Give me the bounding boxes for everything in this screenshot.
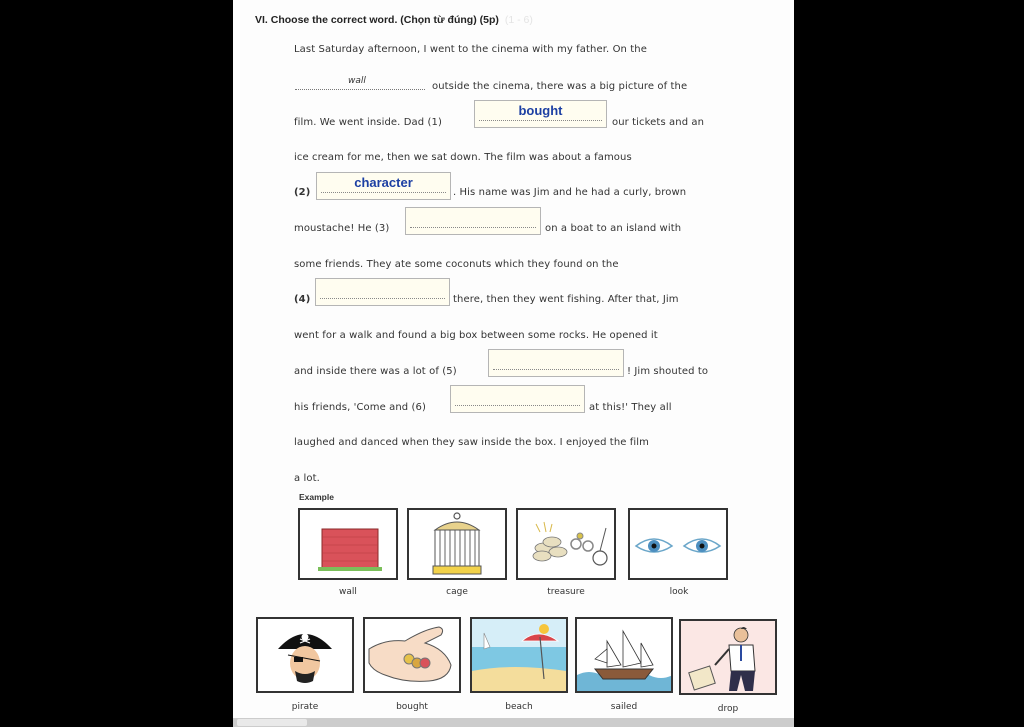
- worksheet-page: [233, 0, 794, 727]
- caption-look: look: [669, 587, 689, 597]
- caption-drop: drop: [717, 704, 739, 714]
- passage-line-12: laughed and danced when they saw inside the box. I enjoyed the film: [294, 437, 650, 448]
- example-label: Example: [299, 492, 334, 502]
- passage-line-3a: film. We went inside. Dad (1): [294, 117, 442, 128]
- picture-drop[interactable]: [679, 619, 777, 695]
- passage-line-7: some friends. They ate some coconuts which they found on the: [294, 259, 619, 270]
- caption-pirate: pirate: [291, 702, 319, 712]
- answer-1-text: bought: [518, 103, 563, 118]
- passage-line-10a: and inside there was a lot of (5): [294, 366, 457, 377]
- caption-bought: bought: [396, 702, 428, 712]
- caption-beach: beach: [505, 702, 533, 712]
- scrollbar-thumb[interactable]: [237, 719, 307, 726]
- passage-line-4: ice cream for me, then we sat down. The film was about a famous: [294, 152, 632, 163]
- passage-line-6b: on a boat to an island with: [545, 223, 682, 234]
- horizontal-scrollbar[interactable]: [233, 718, 794, 727]
- picture-sailed[interactable]: [575, 617, 673, 693]
- passage-line-5a: (2): [294, 187, 311, 198]
- answer-box-6[interactable]: [450, 385, 585, 413]
- pirate-icon: [258, 619, 352, 691]
- example-answer: wall: [348, 76, 366, 86]
- caption-sailed: sailed: [610, 702, 638, 712]
- example-gap-line: [295, 89, 425, 90]
- wall-icon: [300, 510, 396, 578]
- passage-line-11b: at this!' They all: [589, 402, 672, 413]
- answer-box-3[interactable]: [405, 207, 541, 235]
- caption-treasure: treasure: [547, 587, 585, 597]
- passage-line-6a: moustache! He (3): [294, 223, 390, 234]
- treasure-icon: [518, 510, 614, 578]
- answer-box-2[interactable]: [316, 172, 451, 200]
- man-dropping-box-icon: [681, 621, 775, 693]
- answer-2-text: character: [354, 175, 413, 190]
- exercise-heading: [255, 14, 533, 26]
- cage-icon: [409, 510, 505, 578]
- beach-icon: [472, 619, 566, 691]
- passage-line-2: outside the cinema, there was a big picture of the: [432, 81, 688, 92]
- faded-text: (1 - 6): [504, 14, 533, 26]
- passage-line-3b: our tickets and an: [612, 117, 705, 128]
- picture-pirate[interactable]: [256, 617, 354, 693]
- picture-wall[interactable]: [298, 508, 398, 580]
- eyes-icon: [630, 510, 726, 578]
- passage-line-8a: (4): [294, 294, 311, 305]
- sailing-ship-icon: [577, 619, 671, 691]
- hand-coins-icon: [365, 619, 459, 691]
- picture-treasure[interactable]: [516, 508, 616, 580]
- exercise-title: VI. Choose the correct word. (Chọn từ đúng) (5p): [255, 14, 499, 26]
- caption-wall: wall: [339, 587, 357, 597]
- passage-line-10b: ! Jim shouted to: [627, 366, 709, 377]
- picture-look[interactable]: [628, 508, 728, 580]
- picture-bought[interactable]: [363, 617, 461, 693]
- passage-line-9: went for a walk and found a big box between some rocks. He opened it: [294, 330, 658, 341]
- answer-box-4[interactable]: [315, 278, 450, 306]
- answer-box-5[interactable]: [488, 349, 624, 377]
- passage-line-5b: . His name was Jim and he had a curly, brown: [453, 187, 687, 198]
- passage-line-11a: his friends, 'Come and (6): [294, 402, 426, 413]
- picture-beach[interactable]: [470, 617, 568, 693]
- passage-line-1: Last Saturday afternoon, I went to the cinema with my father. On the: [294, 44, 647, 55]
- picture-cage[interactable]: [407, 508, 507, 580]
- answer-box-1[interactable]: [474, 100, 607, 128]
- caption-cage: cage: [446, 587, 468, 597]
- passage-line-8b: there, then they went fishing. After that, Jim: [453, 294, 679, 305]
- passage-line-13: a lot.: [294, 473, 320, 484]
